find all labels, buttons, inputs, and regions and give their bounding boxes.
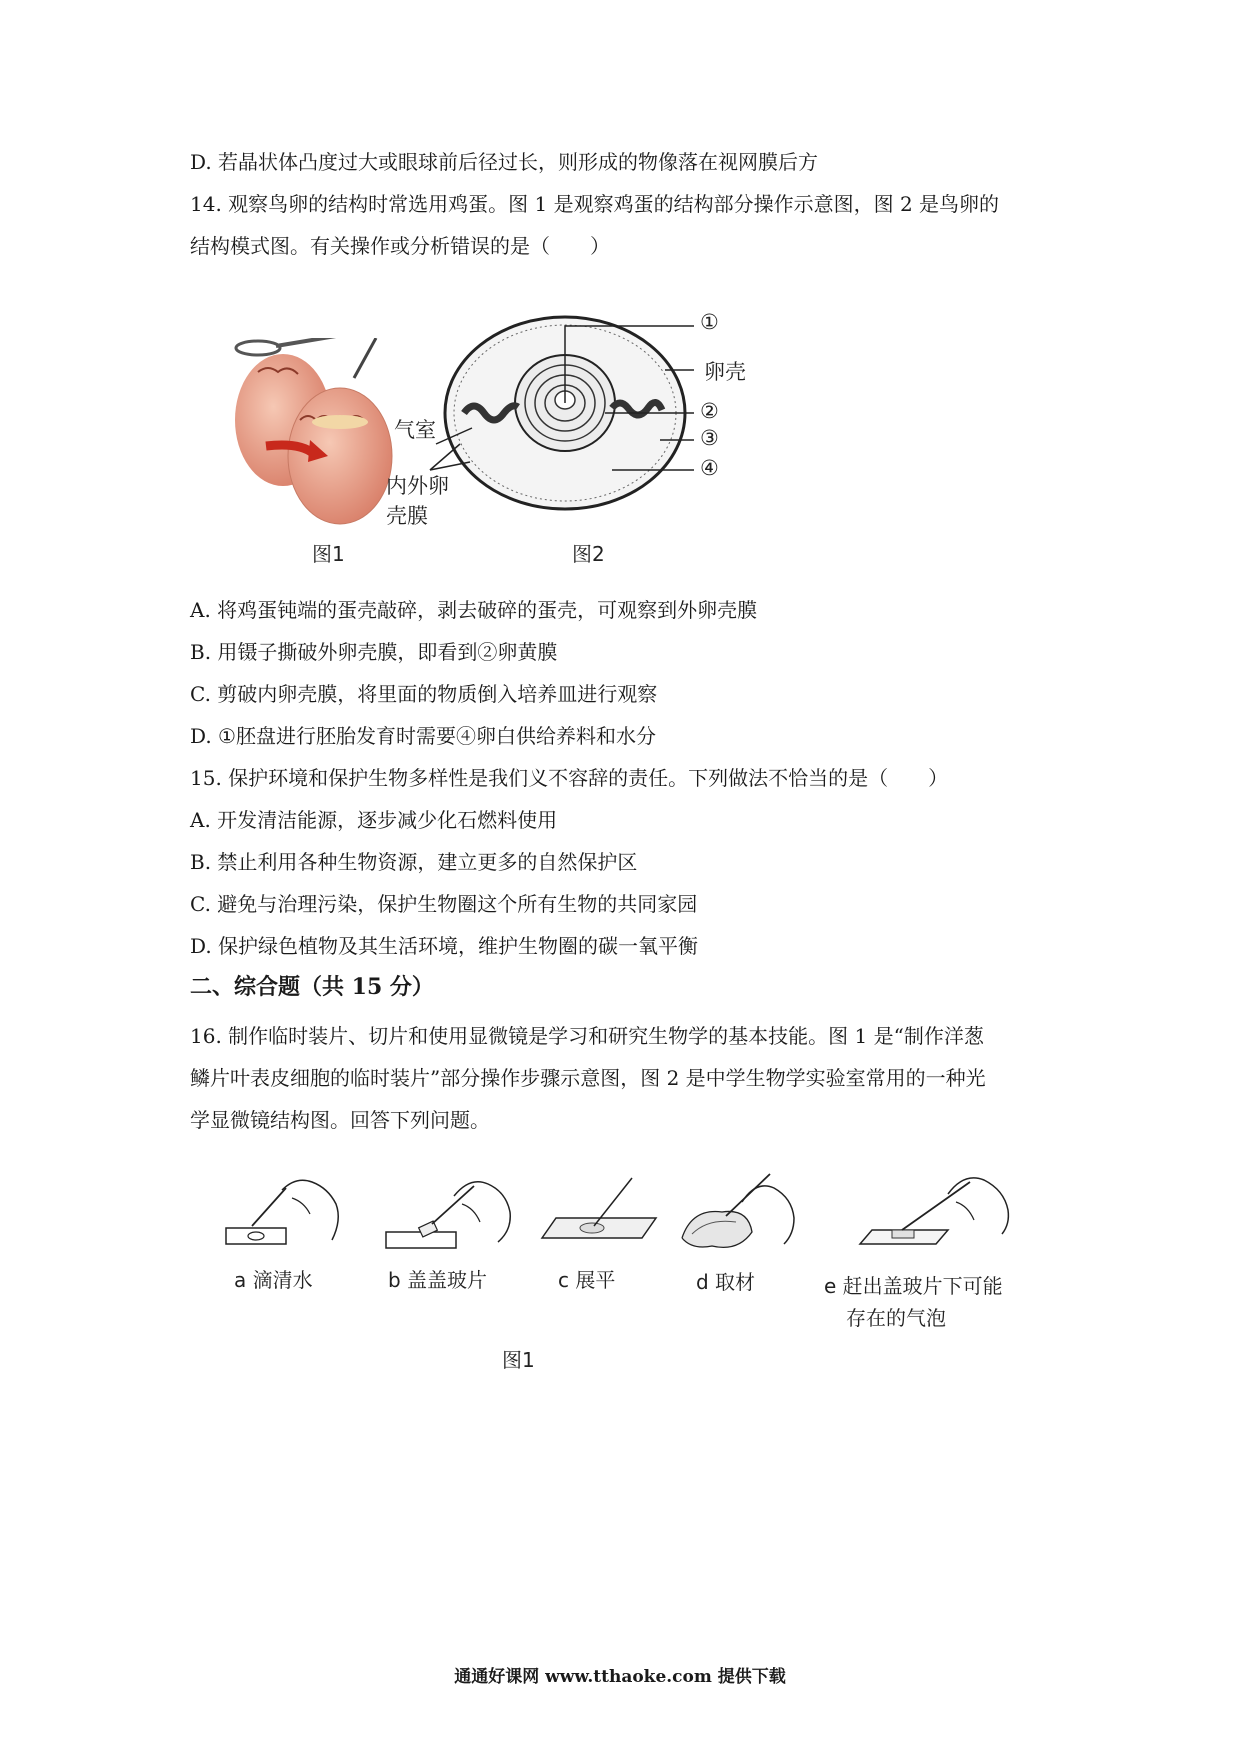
step-c-illustration xyxy=(528,1168,668,1258)
q16-fig1-caption: 图1 xyxy=(502,1348,535,1372)
step-e-label-line2: 存在的气泡 xyxy=(846,1306,946,1330)
footer-text: 通通好课网 www.tthaoke.com 提供下载 xyxy=(454,1667,786,1687)
q13-option-d: D. 若晶状体凸度过大或眼球前后径过长，则形成的物像落在视网膜后方 xyxy=(190,150,819,174)
label-1: ① xyxy=(700,310,719,334)
step-a-label: a 滴清水 xyxy=(234,1268,313,1292)
label-air-chamber: 气室 xyxy=(394,418,436,442)
caption-fig1: 图1 xyxy=(312,542,345,566)
step-d-label: d 取材 xyxy=(696,1270,756,1294)
label-2: ② xyxy=(700,399,719,423)
q14-stem-line1: 14. 观察鸟卵的结构时常选用鸡蛋。图 1 是观察鸡蛋的结构部分操作示意图，图 2 是鸟卵的 xyxy=(190,192,1000,216)
step-b-label: b 盖盖玻片 xyxy=(388,1268,488,1292)
q16-stem-line2: 鳞片叶表皮细胞的临时装片”部分操作步骤示意图，图 2 是中学生物学实验室常用的一种光 xyxy=(190,1066,986,1090)
q15-stem: 15. 保护环境和保护生物多样性是我们义不容辞的责任。下列做法不恰当的是（ ） xyxy=(190,766,949,790)
q16-stem-line3: 学显微镜结构图。回答下列问题。 xyxy=(190,1108,490,1132)
step-d-illustration xyxy=(676,1168,816,1258)
q14-option-b: B. 用镊子撕破外卵壳膜，即看到②卵黄膜 xyxy=(190,640,558,664)
q14-option-c: C. 剪破内卵壳膜，将里面的物质倒入培养皿进行观察 xyxy=(190,682,658,706)
label-membrane-1: 内外卵 xyxy=(386,474,449,498)
q14-option-a: A. 将鸡蛋钝端的蛋壳敲碎，剥去破碎的蛋壳，可观察到外卵壳膜 xyxy=(190,598,758,622)
q14-option-d: D. ①胚盘进行胚胎发育时需要④卵白供给养料和水分 xyxy=(190,724,656,748)
q15-option-a: A. 开发清洁能源，逐步减少化石燃料使用 xyxy=(190,808,558,832)
label-4: ④ xyxy=(700,456,719,480)
caption-fig2: 图2 xyxy=(572,542,605,566)
section-title: 二、综合题（共 15 分） xyxy=(190,974,434,1000)
step-c-label: c 展平 xyxy=(558,1268,616,1292)
label-3: ③ xyxy=(700,426,719,450)
label-shell: 卵壳 xyxy=(704,360,746,384)
q15-option-c: C. 避免与治理污染，保护生物圈这个所有生物的共同家园 xyxy=(190,892,698,916)
label-membrane-2: 壳膜 xyxy=(386,504,428,528)
step-e-illustration xyxy=(852,1168,1022,1258)
step-a-illustration xyxy=(222,1168,352,1258)
q14-stem-line2: 结构模式图。有关操作或分析错误的是（ ） xyxy=(190,234,610,258)
q15-option-b: B. 禁止利用各种生物资源，建立更多的自然保护区 xyxy=(190,850,638,874)
q15-option-d: D. 保护绿色植物及其生活环境，维护生物圈的碳一氧平衡 xyxy=(190,934,699,958)
step-e-label-line1: e 赶出盖玻片下可能 xyxy=(824,1274,1003,1298)
step-b-illustration xyxy=(382,1168,522,1258)
q16-stem-line1: 16. 制作临时装片、切片和使用显微镜是学习和研究生物学的基本技能。图 1 是“制作洋葱 xyxy=(190,1024,984,1048)
